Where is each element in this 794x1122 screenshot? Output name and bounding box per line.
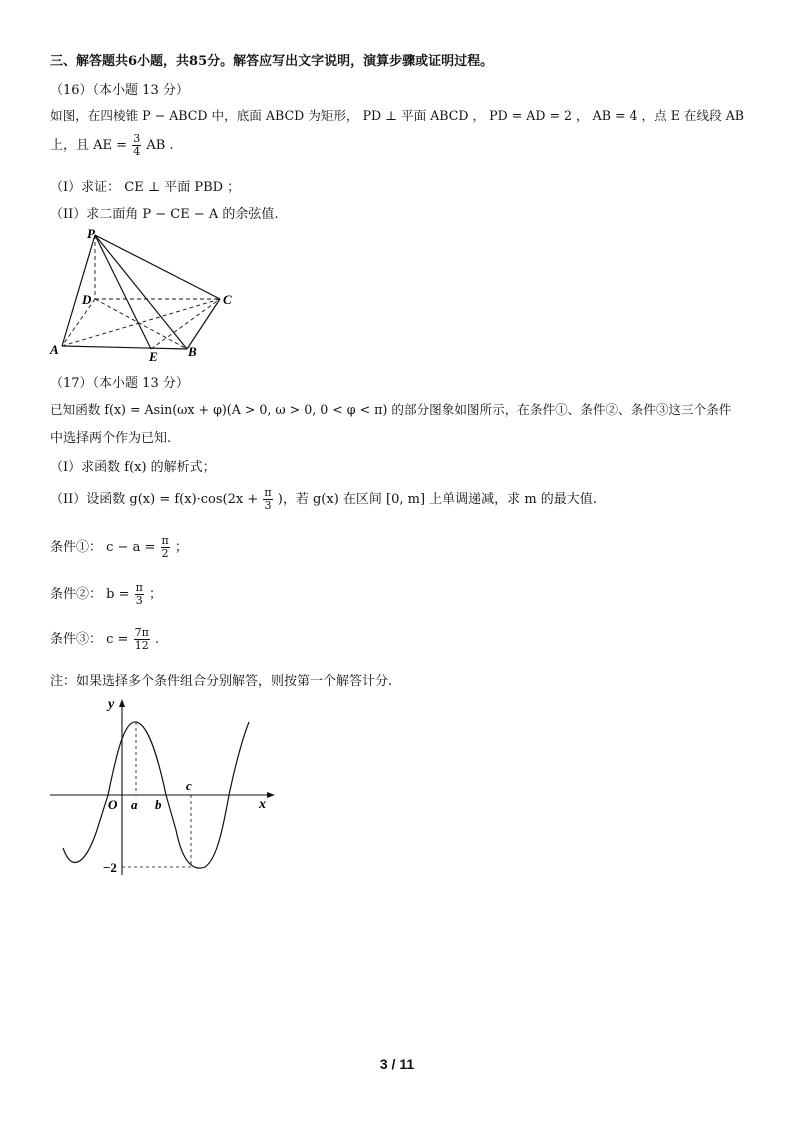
label-A: A — [50, 342, 59, 357]
q17-number: （17）（本小题 13 分） — [50, 376, 189, 391]
q17-note: 注：如果选择多个条件组合分别解答，则按第一个解答计分. — [50, 674, 393, 689]
cond1-post: ； — [174, 540, 188, 555]
label-B: B — [188, 344, 197, 359]
graph-label-minus2: −2 — [103, 860, 117, 875]
q17-part1: （I）求函数 f(x) 的解析式； — [50, 460, 216, 475]
section-header: 三、解答题共6小题，共85分。解答应写出文字说明，演算步骤或证明过程。 — [50, 54, 494, 69]
edge-DB — [95, 299, 187, 349]
q17-condition1 — [50, 535, 188, 560]
q16-fraction — [132, 133, 141, 158]
q16-part1: （I）求证： CE ⊥ 平面 PBD ； — [50, 180, 241, 195]
pyramid-figure — [45, 225, 245, 365]
edge-EC — [151, 299, 220, 349]
label-P: P — [87, 226, 95, 241]
cond2-fraction — [135, 582, 144, 607]
q17-stem-line1: 已知函数 f(x) = Asin(ωx + φ)(A > 0, ω > 0, 0 < φ < π) 的部分图象如图所示，在条件①、条件②、条件③这三个条件 — [50, 402, 732, 417]
edge-PA — [62, 235, 95, 346]
cond1-den: 2 — [161, 547, 169, 560]
q17-part2-post: )，若 g(x) 在区间 [0, m] 上单调递减，求 m 的最大值. — [277, 492, 597, 507]
q17-part2-frac-den: 3 — [264, 499, 272, 512]
cond3-den: 12 — [134, 639, 149, 652]
edge-AB — [62, 346, 187, 349]
q17-part2 — [50, 487, 597, 512]
y-axis-arrow-icon — [119, 699, 125, 707]
cond1-pre: 条件①： c − a = — [50, 540, 156, 555]
label-E: E — [149, 349, 158, 364]
edge-PC — [95, 235, 220, 299]
q17-condition2 — [50, 582, 162, 607]
graph-label-a: a — [131, 797, 138, 812]
q17-part2-pre: （II）设函数 g(x) = f(x)·cos(2x + — [50, 492, 259, 507]
edge-PE — [95, 235, 151, 349]
graph-label-y: y — [108, 697, 115, 712]
graph-label-O: O — [108, 797, 118, 812]
q17-part2-fraction — [263, 487, 272, 512]
x-axis-arrow-icon — [267, 792, 275, 798]
graph-label-c: c — [186, 778, 192, 793]
cond2-pre: 条件②： b = — [50, 587, 130, 602]
sine-graph-figure — [45, 690, 285, 885]
cond3-post: . — [154, 632, 160, 647]
q16-stem-line2 — [50, 133, 174, 158]
q16-fraction-num: 3 — [133, 132, 141, 145]
q16-number: （16）（本小题 13 分） — [50, 83, 189, 98]
page-number: 3 / 11 — [379, 1056, 415, 1072]
cond3-fraction — [134, 627, 150, 652]
q17-condition3 — [50, 627, 159, 652]
cond1-fraction — [161, 535, 170, 560]
q16-part2: （II）求二面角 P − CE − A 的余弦值. — [50, 207, 279, 222]
cond2-post: ； — [149, 587, 163, 602]
cond1-num: π — [161, 534, 169, 547]
edge-PB — [95, 235, 187, 349]
q16-fraction-den: 4 — [133, 145, 141, 158]
q16-stem-line2-pre: 上，且 AE = — [50, 138, 128, 153]
graph-label-b: b — [155, 797, 162, 812]
cond2-num: π — [135, 581, 143, 594]
label-D: D — [82, 292, 92, 307]
q16-stem-line1: 如图，在四棱锥 P − ABCD 中，底面 ABCD 为矩形， PD ⊥ 平面 ABCD ， PD = AD = 2 ， AB = 4 ，点 E 在线段 AB — [50, 108, 745, 123]
cond3-pre: 条件③： c = — [50, 632, 129, 647]
q16-stem-line2-post: AB . — [146, 138, 174, 153]
cond2-den: 3 — [135, 594, 143, 607]
q17-part2-frac-num: π — [264, 486, 272, 499]
graph-label-x: x — [259, 797, 266, 812]
edge-BC — [187, 299, 220, 349]
label-C: C — [223, 292, 232, 307]
cond3-num: 7π — [134, 626, 149, 639]
q17-stem-line2: 中选择两个作为已知. — [50, 431, 172, 446]
